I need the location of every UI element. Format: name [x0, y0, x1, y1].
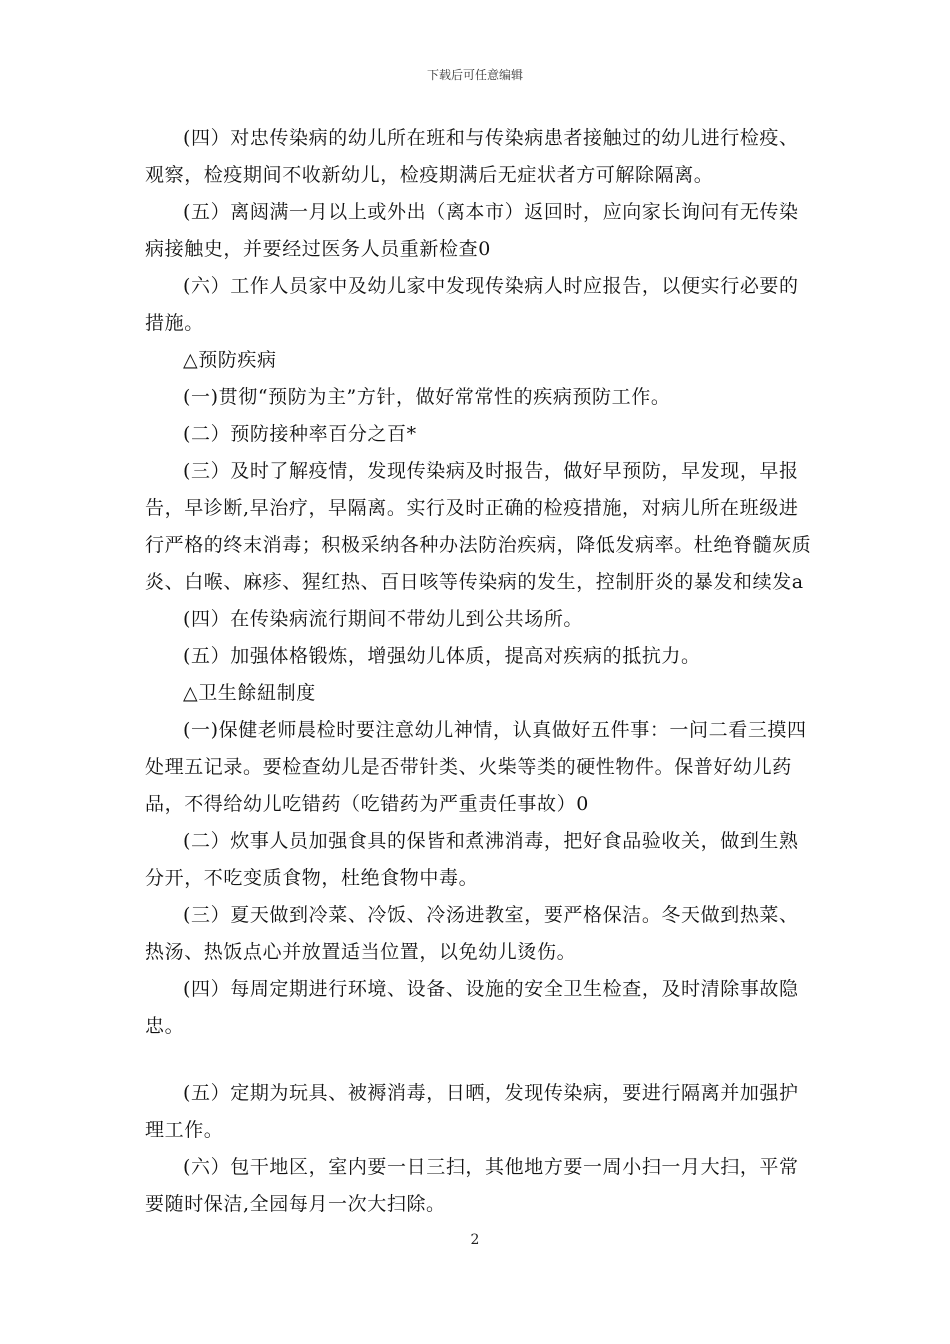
paragraph: (一)贯彻“预防为主”方针，做好常常性的疾病预防工作。 [183, 386, 671, 408]
paragraph: (四）对忠传染病的幼儿所在班和与传染病患者接触过的幼儿进行检疫、观察，检疫期间不收新幼儿，检疫期满后无症状者方可解除隔离。 [145, 127, 799, 186]
page-number: 2 [470, 1232, 480, 1248]
paragraph: (一)保健老师晨检时要注意幼儿神情，认真做好五件事：一问二看三摸四处理五记录。要检查幼儿是否带针类、火柴等类的硬性物件。保普好幼儿药品，不得给幼儿吃错药（吃错药为严重责任事故）0 [145, 719, 807, 815]
section-heading: △卫生餘紐制度 [183, 682, 316, 704]
paragraph: (五）定期为玩具、被褥消毒，日晒，发现传染病，要进行隔离并加强护理工作。 [145, 1082, 799, 1141]
document-body [145, 120, 815, 1223]
paragraph: (四）每周定期进行环境、设备、设施的安全卫生检查，及时清除事故隐忠。 [145, 978, 799, 1037]
paragraph: (五）加强体格锻炼，增强幼儿体质，提高对疾病的抵抗力。 [183, 645, 701, 667]
paragraph: (二）炊事人员加强食具的保皆和煮沸消毒，把好食品验收关，做到生熟分开，不吃变质食物，杜绝食物中毒。 [145, 830, 799, 889]
page-header: 下载后可任意编辑 [426, 68, 523, 82]
paragraph: (六）包干地区，室内要一日三扫，其他地方要一周小扫一月大扫，平常要随时保洁,全园每月一次大扫除。 [145, 1156, 799, 1215]
paragraph: (六）工作人员家中及幼儿家中发现传染病人时应报告，以便实行必要的措施。 [145, 275, 799, 334]
paragraph: (三）及时了解疫情，发现传染病及时报告，做好早预防，早发现，早报告，早诊断,早治疗，早隔离。实行及时正确的检疫措施，对病儿所在班级进行严格的终末消毒；积极采纳各种办法防治疾病，降低发病率。杜绝脊髓灰质炎、白喉、麻疹、猩红热、百日咳等传染病的发生，控制肝炎的暴发和续发a [145, 460, 812, 593]
paragraph: (四）在传染病流行期间不带幼儿到公共场所。 [183, 608, 584, 630]
blank-space [145, 1045, 815, 1075]
section-heading: △预防疾病 [183, 349, 277, 371]
paragraph: (五）离闼满一月以上或外出（离本市）返回时，应向家长询问有无传染病接触史，并要经过医务人员重新检查0 [145, 201, 799, 260]
paragraph: (三）夏天做到冷菜、冷饭、冷汤进教室，要严格保洁。冬天做到热菜、热汤、热饭点心并放置适当位置，以免幼儿烫伤。 [145, 904, 799, 963]
paragraph: (二）预防接种率百分之百* [183, 423, 417, 445]
